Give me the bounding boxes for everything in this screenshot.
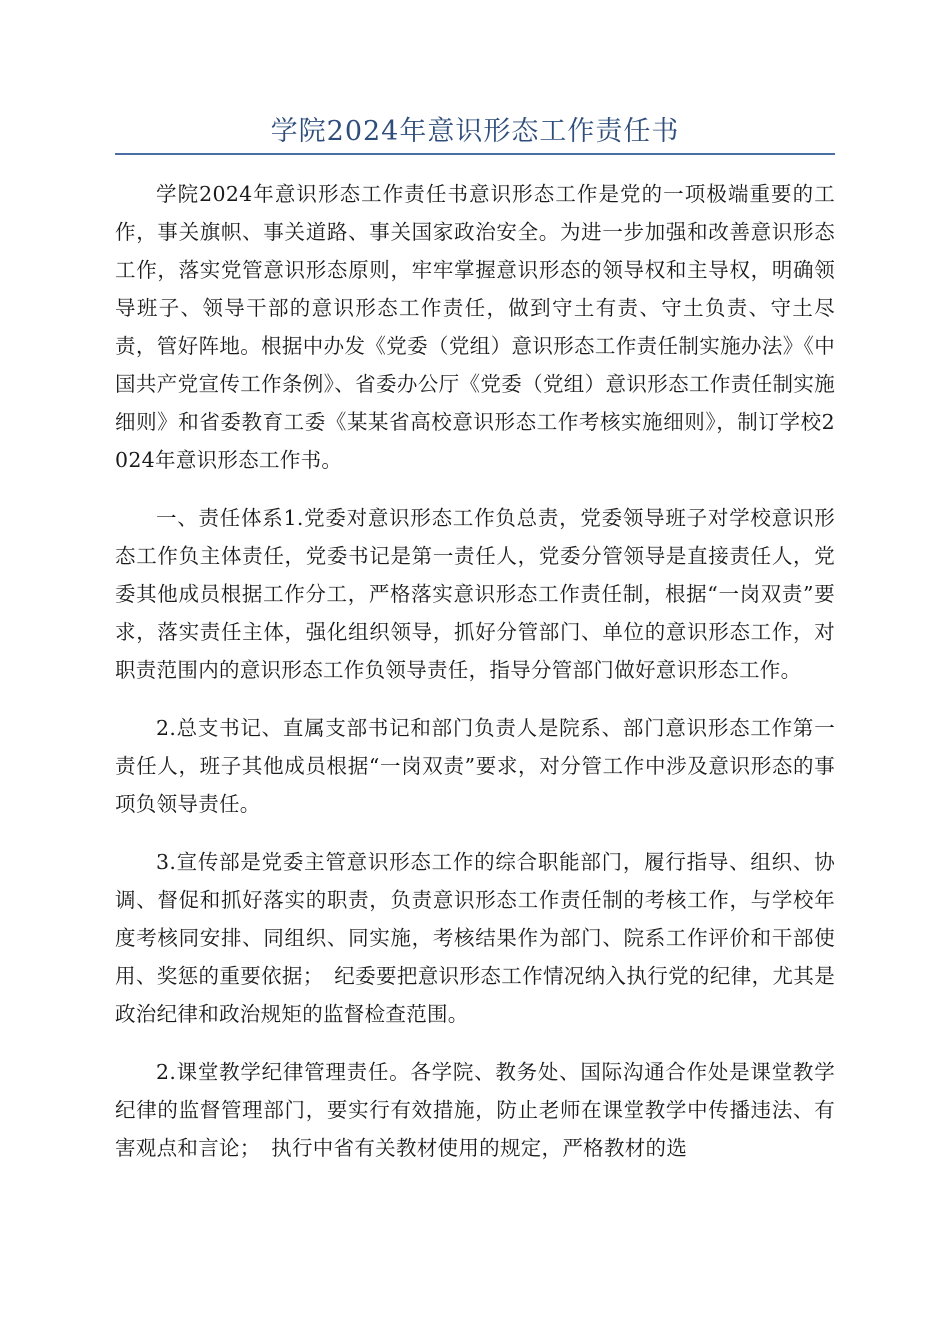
document-title: 学院2024年意识形态工作责任书 (270, 116, 680, 147)
paragraph-classroom-discipline: 2.课堂教学纪律管理责任。各学院、教务处、国际沟通合作处是课堂教学纪律的监督管理部门，要实行有效措施，防止老师在课堂教学中传播违法、有害观点和言论； 执行中省有关教材使用的规定，严格教材的选 (115, 1060, 835, 1160)
paragraph-propaganda-department: 3.宣传部是党委主管意识形态工作的综合职能部门，履行指导、组织、协调、督促和抓好落实的职责，负责意识形态工作责任制的考核工作，与学校年度考核同安排、同组织、同实施，考核结果作为部门、院系工作评价和干部使用、奖惩的重要依据； 纪委要把意识形态工作情况纳入执行党的纪律，尤其是政治纪律和政治规矩的监督检查范围。 (115, 850, 835, 1026)
paragraph-intro: 学院2024年意识形态工作责任书意识形态工作是党的一项极端重要的工作，事关旗帜、事关道路、事关国家政治安全。为进一步加强和改善意识形态工作，落实党管意识形态原则，牢牢掌握意识形态的领导权和主导权，明确领导班子、领导干部的意识形态工作责任，做到守土有责、守土负责、守土尽责，管好阵地。根据中办发《党委（党组）意识形态工作责任制实施办法》《中国共产党宣传工作条例》、省委办公厅《党委（党组）意识形态工作责任制实施细则》和省委教育工委《某某省高校意识形态工作考核实施细则》，制订学校2024年意识形态工作书。 (115, 182, 835, 472)
document-body (115, 175, 835, 1187)
paragraph-responsibility-system: 一、责任体系1.党委对意识形态工作负总责，党委领导班子对学校意识形态工作负主体责任，党委书记是第一责任人，党委分管领导是直接责任人，党委其他成员根据工作分工，严格落实意识形态工作责任制，根据“一岗双责”要求，落实责任主体，强化组织领导，抓好分管部门、单位的意识形态工作，对职责范围内的意识形态工作负领导责任，指导分管部门做好意识形态工作。 (115, 506, 835, 682)
title-underline (115, 153, 835, 155)
paragraph-branch-secretaries: 2.总支书记、直属支部书记和部门负责人是院系、部门意识形态工作第一责任人，班子其他成员根据“一岗双责”要求，对分管工作中涉及意识形态的事项负领导责任。 (115, 716, 835, 816)
